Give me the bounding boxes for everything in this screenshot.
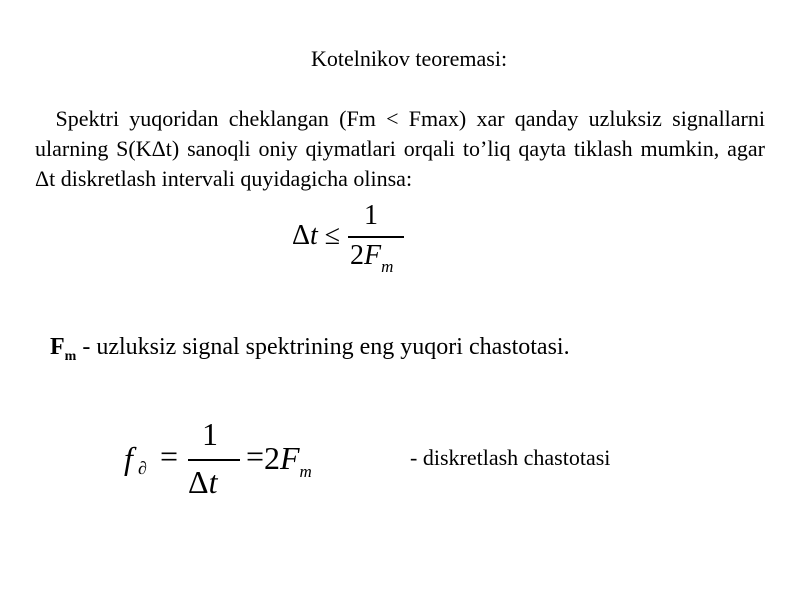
formula2-rhs (264, 440, 312, 481)
formula1-lhs (292, 220, 340, 252)
formula1-den-coef: 2 (350, 240, 364, 271)
formula2-rhs-var: F (280, 440, 300, 476)
formula2-fraction-bar (188, 459, 240, 461)
formula2-rhs-sub: m (299, 462, 312, 481)
theorem-paragraph (35, 104, 776, 194)
fm-description: - uzluksiz signal spektrining eng yuqori chastotasi. (76, 334, 570, 360)
sampling-frequency-formula (124, 418, 344, 498)
fm-symbol-sub: m (64, 349, 77, 364)
formula2-eq1: = (160, 438, 179, 474)
formula2-f: f (124, 440, 133, 476)
formula1-numerator: 1 (364, 200, 378, 231)
formula2-eq2: = (246, 438, 265, 474)
formula1-den-sub: m (381, 257, 394, 276)
theorem-text: Spektri yuqoridan cheklangan (Fm < Fmax) xar qanday uzluksiz signallarni ularning S(KΔt) sanoqli oniy qiymatlari orqali to’liq qayta tiklash mumkin, agar Δt diskretlash intervali quyidagicha olinsa: (35, 106, 776, 191)
sampling-interval-formula (292, 200, 452, 280)
formula2-denominator (188, 464, 217, 501)
formula1-delta: Δ (292, 220, 311, 251)
fm-symbol: F (50, 334, 65, 360)
formula2-den-delta: Δ (188, 464, 209, 500)
formula1-fraction-bar (348, 236, 404, 238)
formula2-rhs-coef: 2 (264, 440, 280, 476)
slide-title: Kotelnikov teoremasi: (310, 46, 508, 71)
sampling-frequency-note: - diskretlash chastotasi (410, 445, 611, 470)
formula2-numerator: 1 (202, 416, 218, 452)
formula2-f-sub: ∂ (138, 458, 147, 478)
formula1-den-var: F (364, 240, 382, 271)
formula1-t: t (310, 220, 318, 251)
formula1-denominator (350, 240, 394, 276)
formula1-leq: ≤ (317, 220, 341, 251)
fm-definition (50, 334, 570, 364)
formula2-den-t: t (208, 464, 218, 500)
